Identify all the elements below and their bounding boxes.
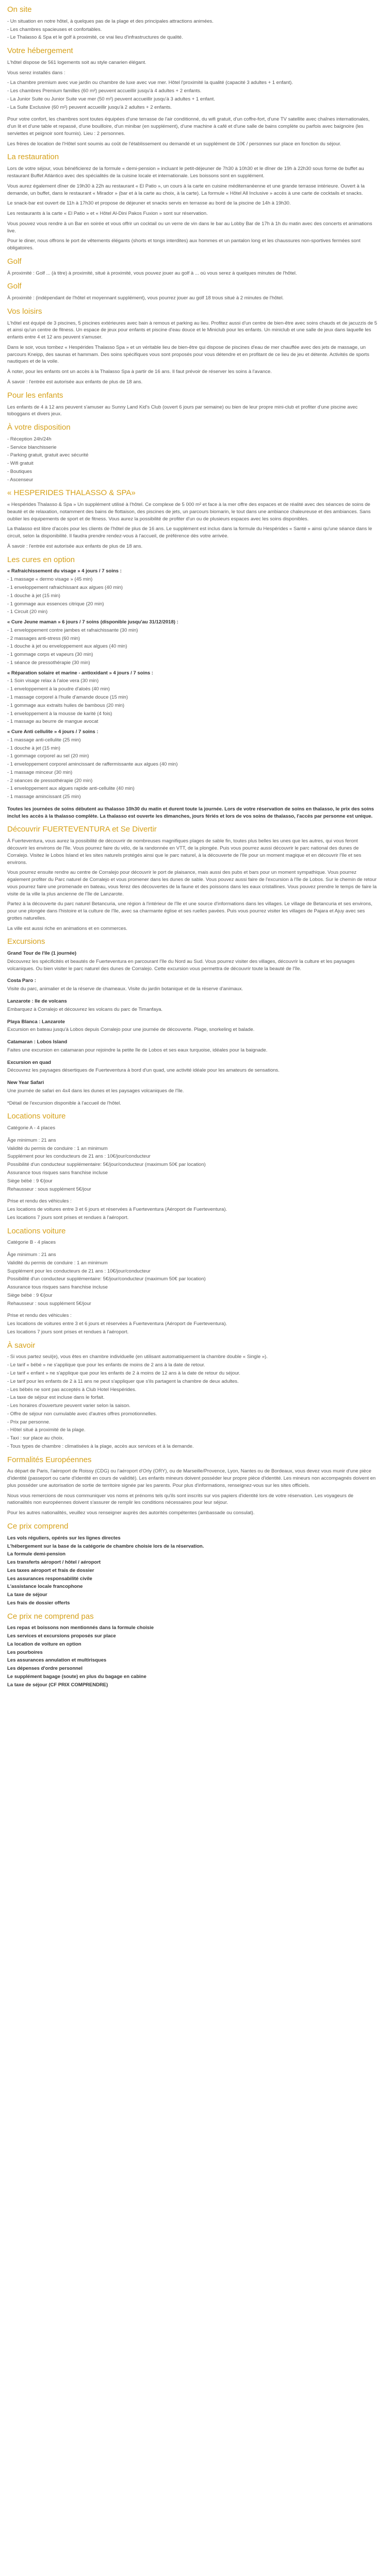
section-title: Locations voiture	[7, 1112, 66, 1121]
list-item: La taxe de séjour	[7, 1592, 47, 1598]
list-item: - Les bébés ne sont pas acceptés à Club Hotel Hespérides.	[7, 1386, 137, 1393]
list-item: - Le tarif « enfant » ne s'applique que pour les enfants de 2 à moins de 12 ans à la date de retour du séjour.	[7, 1370, 240, 1377]
list-item: Costa Paro :	[7, 978, 36, 984]
list-item: *Détail de l'excursion disponible à l'accueil de l'hôtel.	[7, 1100, 121, 1106]
section-rental-2	[7, 1227, 379, 1336]
list-item: Catamaran : Lobos Island	[7, 1039, 68, 1045]
list-item: - 1 gommage corporel au sel (20 min)	[7, 753, 89, 759]
list-item: - Si vous partez seul(e), vous êtes en chambre individuelle (en utilisant automatiquement la chambre double « Single »).	[7, 1354, 268, 1360]
list-item: New Year Safari	[7, 1080, 44, 1086]
list-item: - Wifi gratuit	[7, 461, 34, 467]
list-item: L'hébergement sur la base de la catégorie de chambre choisie lors de la réservation.	[7, 1543, 204, 1549]
paragraph: À savoir : l'entrée est autorisée aux enfants de plus de 18 ans.	[7, 543, 143, 549]
list-item: - Le tarif « bébé » ne s'applique que pour les enfants de moins de 2 ans à la date de retour.	[7, 1362, 205, 1368]
paragraph: Pour les autres nationalités, veuillez vous renseigner auprès des autorités compétentes (ambassade ou consulat).	[7, 1510, 255, 1516]
paragraph: À Fuerteventura, vous aurez la possibilité de découvrir de nombreuses magnifiques plages de sable fin, toutes plus belles les unes que les autres, qui vous feront découvrir les environs de l'île. Vous pourrez faire du vélo, de la randonnée en VTT, de la plongée. Puis vous pourrez aussi découvrir le parc national des dunes de Corralejo. Visitez le Lobos Island et les sites naturels protégés ainsi que le parc naturel, à la découverte de l'île pour un moment magique et en découvrir l'île et ses environs.	[7, 838, 362, 866]
list-item: La formule demi-pension	[7, 1551, 66, 1557]
group-heading: « Cure Jeune maman » 6 jours / 7 soins (disponible jusqu'au 31/12/2018) :	[7, 619, 178, 625]
list-item: Prise et rendu des véhicules :	[7, 1313, 72, 1319]
section-rental-1	[7, 1112, 379, 1221]
paragraph: Le snack-bar est ouvert de 11h à 17h30 et propose de déjeuner et snacks servis en terrasse au bord de la piscine de 14h à 19h30.	[7, 200, 291, 207]
section-accommodation	[7, 46, 379, 147]
section-title: Ce prix comprend	[7, 1522, 69, 1531]
paragraph: À noter, pour les enfants ont un accès à la Thalasso Spa à partir de 16 ans. Il faut prévoir de réserver les soins à l'avance.	[7, 369, 272, 375]
list-item: - 1 enveloppement à la mousse de karité (4 fois)	[7, 710, 112, 717]
section-excursions	[7, 937, 379, 1107]
group-heading: « Réparation solaire et marine - antioxidant » 4 jours / 7 soins :	[7, 670, 153, 676]
paragraph: Pour le diner, nous offrons le port de vêtements élégants (shorts et tongs interdites) aux hommes et un pantalon long et les chaussures non-sportives fermées sont obligatoires.	[7, 238, 361, 251]
paragraph: Les frères de location de l'Hôtel sont soumis au coût de l'établissement ou demandé et un supplément de 10€ / personnes sur place en fonction du séjour.	[7, 141, 341, 147]
section-golf	[7, 257, 379, 277]
paragraph: Lors de votre séjour, vous bénéficierez de la formule « demi-pension » incluant le petit-déjeuner de 7h30 à 10h30 et le dîner de 19h à 22h30 sous forme de buffet au restaurant Buffet Atlántico avec des spécialités de la cuisine locale et internationale. Les boissons sont en supplément.	[7, 166, 364, 179]
list-item: Rehausseur : sous supplément 5€/jour	[7, 1300, 91, 1307]
paragraph: Les enfants de 4 à 12 ans peuvent s'amuser au Sunny Land Kid's Club (ouvert 6 jours par semaine) ou bien de leur propre mini-club et profiter d'une piscine avec toboggans et divers jeux.	[7, 404, 358, 417]
list-item: Âge minimum : 21 ans	[7, 1252, 56, 1258]
section-title: Pour les enfants	[7, 391, 63, 400]
list-item: - Réception 24h/24h	[7, 436, 52, 442]
paragraph: Vous aurez également dîner de 19h30 à 22h au restaurant « El Patio », un cours à la carte en cuisine méditerranéenne et une grande terrasse intérieure. Ouvert à la demande, un buffet, dans le restaurant « Mirador » (bar et à la carte au choix, à la carte). La formule « Hôtel All Inclusive » accès à une carte de cocktails et snacks.	[7, 183, 365, 196]
paragraph: Toutes les journées de soins débutent au thalasso 10h30 du matin et durent toute la journée. Lors de votre réservation de soins en thalasso, le prix des soins inclut les accès à la thalasso complète. La thalasso est ouverte les dimanches, jours fériés et lors de vos soins de thalasso, l'accès par personne est unique.	[7, 806, 374, 819]
section-formalities	[7, 1455, 379, 1517]
section-title: La restauration	[7, 152, 59, 162]
list-item: Supplément pour les conducteurs de 21 ans : 10€/jour/conducteur	[7, 1154, 151, 1160]
list-item: - Hôtel situé à proximité de la plage.	[7, 1427, 86, 1433]
list-item: Siège bébé : 9 €/jour	[7, 1292, 53, 1298]
section-title: Ce prix ne comprend pas	[7, 1612, 94, 1621]
list-item: - 1 séance de pressothérapie (30 min)	[7, 659, 90, 666]
section-title: Formalités Européennes	[7, 1455, 92, 1464]
list-item: - Le tarif pour les enfants de 2 à 11 ans ne peut s'appliquer que s'ils partagent la chambre de deux adultes.	[7, 1378, 239, 1384]
list-item: Playa Blanca : Lanzarote	[7, 1019, 65, 1025]
list-item: - 1 enveloppement rafraichissant aux algues (40 min)	[7, 585, 123, 591]
paragraph: La ville est aussi riche en animations et en commerces.	[7, 925, 127, 931]
list-item: - La Junior Suite ou Junior Suite vue mer (50 m²) peuvent accueillir jusqu'à 3 adultes + 1 enfant.	[7, 96, 215, 102]
list-item: - 1 massage corporel à l'huile d'amande douce (15 min)	[7, 694, 128, 700]
paragraph: Les restaurants à la carte « El Patio » et « Hôtel Al-Dini Pakos Fuxion » sont sur réservation.	[7, 211, 208, 217]
paragraph: Vous pourrez ensuite rendre au centre de Corralejo pour découvrir le port de plaisance, mais aussi des pubs et bars pour un moment sympathique. Vous pourrez également profiter du Parc naturel de Corralejo et vous promener dans les dunes de sable. Vous pouvez aussi faire de l'excursion à l'île de Lobos. Sur le chemin de retour vous pourrez faire une promenade en bateau, vous ferez des découvertes de la faune et des poissons dans les eaux cristallines. Vous pouvez prendre le temps de faire la visite de la ville la plus ancienne de l'île de Lanzarote.	[7, 870, 377, 897]
list-item: - Taxi : sur place au choix.	[7, 1435, 64, 1442]
section-title: On site	[7, 5, 32, 14]
section-discover	[7, 825, 379, 932]
list-item: Prise et rendu des véhicules :	[7, 1198, 72, 1205]
paragraph: Partez à la découverte du parc naturel Betancuria, une région à l'intérieur de l'île et une source d'informations dans les villages. Le village de Betancuria et ses environs, pour une plongée dans l'histoire et la culture de l'île, avec sa charmante église et ses ruelles pavées. Puis vous pourrez visiter les villages de Pajara et Ajuy avec ses grottes naturelles.	[7, 901, 372, 921]
list-item: - 1 massage au beurre de mangue avocat	[7, 719, 99, 725]
section-title: Découvrir FUERTEVENTURA et Se Divertir	[7, 825, 157, 834]
list-item: Les repas et boissons non mentionnés dans la formule choisie	[7, 1625, 154, 1631]
list-item: - La taxe de séjour est incluse dans le forfait.	[7, 1395, 105, 1401]
list-item: Validité du permis de conduire : 1 an minimum	[7, 1145, 108, 1151]
paragraph: À proximité : Golf ... (à titre) à proximité, situé à proximité, vous pouvez jouer au golf à ... où vous serez à quelques minutes de l'hôtel.	[7, 270, 297, 276]
section-events	[7, 391, 379, 418]
list-item: Supplément pour les conducteurs de 21 ans : 10€/jour/conducteur	[7, 1268, 151, 1274]
group-heading: « Rafraichissement du visage » 4 jours / 7 soins :	[7, 568, 122, 574]
list-item: Lanzarote : Ile de volcans	[7, 998, 67, 1004]
list-item: Les taxes aéroport et frais de dossier	[7, 1567, 94, 1573]
list-item: Les locations de voitures entre 3 et 6 jours et réservées à Fuerteventura (Aéroport de Fuerteventura).	[7, 1207, 227, 1213]
list-item: - Les chambres Premium familles (60 m²) peuvent accueillir jusqu'à 4 adultes + 2 enfants.	[7, 88, 202, 94]
section-title: Excursions	[7, 937, 45, 946]
paragraph: Vous serez installés dans :	[7, 70, 66, 76]
list-item: Grand Tour de l'île (1 journée)	[7, 951, 77, 957]
list-item: Une journée de safari en 4x4 dans les dunes et les paysages volcaniques de l'île.	[7, 1088, 184, 1094]
list-item: - Tous types de chambre : climatisées à la plage, accès aux services et à la demande.	[7, 1443, 194, 1449]
paragraph: « Hespérides Thalasso & Spa » Un supplément utilisé à l'hôtel. Ce complexe de 5 000 m² et face à la mer offre des espaces et de réalité avec des séances de soins de beauté et de relaxation, notamment des bains de flottaison, des piscines de jets, un parcours biomarin, le tout dans une ambiance chaleureuse et des ambiances. Sans oublier les équipements de sport et de fitness. Vous aurez la possibilité de profiter d'un ou de plusieurs espaces avec les soins disponibles.	[7, 502, 371, 522]
paragraph: Au départ de Paris, l'aéroport de Roissy (CDG) ou l'aéroport d'Orly (ORY), ou de Marseille/Provence, Lyon, Nantes ou de Bordeaux, vous devez vous munir d'une pièce d'identité (passeport ou carte d'identité en cours de validité). Les enfants mineurs doivent posséder leur propre pièce d'identité. Les mineurs non accompagnés doivent en plus posséder une autorisation de sortie de territoire signée par les parents. Pour plus d'informations, renseignez-vous sur les sites officiels.	[7, 1468, 376, 1488]
section-price-includes	[7, 1522, 379, 1607]
section-leisure	[7, 307, 379, 386]
list-item: - 2 séances de pressothérapie (20 min)	[7, 777, 93, 784]
list-item: Faites une excursion en catamaran pour rejoindre la petite île de Lobos et ses eaux turquoise, idéales pour la baignade.	[7, 1047, 268, 1053]
list-item: - 1 Soin visage relax à l'aloe vera (30 min)	[7, 678, 99, 684]
section-know	[7, 1341, 379, 1450]
list-item: - 1 gommage corps et vapeurs (30 min)	[7, 652, 93, 658]
list-item: - 1 Circuit (20 min)	[7, 609, 48, 615]
list-item: - 1 massage minceur (30 min)	[7, 769, 73, 775]
list-item: Les services et excursions proposés sur place	[7, 1633, 116, 1639]
list-item: Catégorie B - 4 places	[7, 1240, 56, 1246]
section-cures	[7, 555, 379, 820]
paragraph: À savoir : l'entrée est autorisée aux enfants de plus de 18 ans.	[7, 379, 143, 385]
list-item: Les vols réguliers, opérés sur les lignes directes	[7, 1535, 121, 1541]
paragraph: Nous vous remercions de nous communiquer vos noms et prénoms tels qu'ils sont inscrits sur vos papiers d'identité lors de votre réservation. Les voyageurs de nationalités non européennes doivent s'assurer de remplir les conditions nécessaires pour leur séjour.	[7, 1493, 354, 1506]
list-item: - Offre de séjour non cumulable avec d'autres offres promotionnelles.	[7, 1411, 157, 1417]
section-title: À votre disposition	[7, 423, 71, 432]
list-item: Découvrez les paysages désertiques de Fuerteventura à bord d'un quad, une activité idéale pour les amateurs de sensations.	[7, 1067, 280, 1074]
section-title: Les cures en option	[7, 555, 75, 564]
list-item: - 1 massage amincissant (25 min)	[7, 794, 81, 800]
list-item: - Prix par personne.	[7, 1419, 51, 1425]
list-item: - 1 massage « dermo visage » (45 min)	[7, 577, 93, 583]
list-item: Les dépenses d'ordre personnel	[7, 1666, 83, 1672]
list-item: Assurance tous risques sans franchise incluse	[7, 1284, 108, 1291]
list-item: - Service blanchisserie	[7, 444, 57, 450]
list-item: - 1 enveloppement corporel amincissant de raffermissante aux algues (40 min)	[7, 761, 178, 768]
section-price-excludes	[7, 1612, 379, 1689]
list-item: - 1 enveloppement contre jambes et rafraichissante (30 min)	[7, 627, 138, 633]
list-item: - 1 massage anti-cellulite (25 min)	[7, 737, 81, 743]
list-item: - La Suite Exclusive (60 m²) peuvent accueillir jusqu'à 2 adultes + 2 enfants.	[7, 104, 172, 110]
list-item: Possibilité d'un conducteur supplémentaire: 5€/jour/conducteur (maximum 50€ par location)	[7, 1276, 206, 1282]
list-item: Les frais de dossier offerts	[7, 1600, 70, 1606]
list-item: Rehausseur : sous supplément 5€/jour	[7, 1186, 91, 1192]
section-title: Votre hébergement	[7, 46, 73, 56]
list-item: - Parking gratuit, gratuit avec sécurité	[7, 452, 89, 459]
paragraph: Pour votre confort, les chambres sont toutes équipées d'une terrasse de l'air conditionné, du wifi gratuit, d'un coffre-fort, d'une TV satellite avec chaînes internationales, d'un lit et d'une table et repassé, d'une bouilloire, d'un minibar (en supplément), d'une machine à café et d'une salle de bains complète ou parfois avec baignoire (les serviettes et peignoir sont fournis). Lieu : 2 personnes.	[7, 116, 370, 137]
list-item: La location de voiture en option	[7, 1641, 82, 1647]
list-item: - Les chambres spacieuses et confortables.	[7, 26, 102, 32]
list-item: Catégorie A - 4 places	[7, 1125, 55, 1131]
paragraph: L'hôtel est équipé de 3 piscines, 5 piscines extérieures avec bain à remous et parking au lieu. Profitez aussi d'un centre de bien-être avec soins chauds et de jacuzzis de 5 et ainsi qu'un centre de fitness. Un espace de jeux pour enfants et piscine d'eau douce et le Miniclub pour les enfants. Un miniclub et une salle de jeux dans laquelle les enfants entre 4 et 12 ans peuvent s'amuser.	[7, 320, 378, 341]
list-item: Validité du permis de conduire : 1 an minimum	[7, 1260, 108, 1266]
list-item: - Un situation en notre hôtel, à quelques pas de la plage et des principales attractions animées.	[7, 18, 214, 24]
list-item: - 2 massages anti-stress (60 min)	[7, 635, 80, 641]
list-item: Assurance tous risques sans franchise incluse	[7, 1170, 108, 1176]
section-thalasso	[7, 488, 379, 550]
list-item: Les assurances responsabilité civile	[7, 1575, 92, 1582]
list-item: - 1 douche à jet (15 min)	[7, 745, 60, 751]
list-item: - 1 douche à jet (15 min)	[7, 592, 60, 599]
list-item: Excursion en bateau jusqu'à Lobos depuis Corralejo pour une journée de découverte. Plage, snorkeling et balade.	[7, 1027, 255, 1033]
list-item: - 1 douche à jet ou enveloppement aux algues (40 min)	[7, 643, 127, 650]
list-item: - 1 gommage aux essences citrique (20 min)	[7, 601, 104, 607]
list-item: Les locations de voitures entre 3 et 6 jours et réservées à Fuerteventura (Aéroport de Fuerteventura).	[7, 1321, 227, 1327]
section-title: Vos loisirs	[7, 307, 42, 316]
list-item: - Boutiques	[7, 468, 32, 474]
list-item: Les locations 7 jours sont prises et rendues à l'aéroport.	[7, 1329, 129, 1335]
list-item: L'assistance locale francophone	[7, 1584, 83, 1590]
section-restaurant	[7, 152, 379, 251]
paragraph: À proximité : (indépendant de l'hôtel et moyennant supplément), vous pourrez jouer au golf 18 trous situé à 2 minutes de l'hôtel.	[7, 295, 284, 301]
section-title: « HESPERIDES THALASSO & SPA»	[7, 488, 136, 498]
list-item: Découvrez les spécificités et beautés de Fuerteventura en parcourant l'île du Nord au Sud. Vous pourrez visiter des villages, découvrir la culture et les paysages volcaniques. Ou bien visiter le parc naturel des dunes de Corralejo. Cette excursion vous permettra de découvrir toute la beauté de l'île.	[7, 958, 355, 972]
paragraph: La thalasso est libre d'accès pour les clients de l'hôtel de plus de 16 ans. Le supplément est inclus dans la formule du Hespérides « Santé » ainsi qu'une séance dans le circuit, selon la disponibilité. Il faudra prendre rendez-vous à l'accueil, de préférence dès votre arrivée.	[7, 526, 372, 539]
list-item: Possibilité d'un conducteur supplémentaire: 5€/jour/conducteur (maximum 50€ par location)	[7, 1162, 206, 1168]
paragraph: L'hôtel dispose de 561 logements soit au style canarien élégant.	[7, 59, 146, 65]
list-item: La taxe de séjour (CF PRIX COMPRENDRE)	[7, 1682, 108, 1688]
section-title: Locations voiture	[7, 1226, 66, 1235]
list-item: Les locations 7 jours sont prises et rendues à l'aéroport.	[7, 1214, 129, 1221]
list-item: Le supplément bagage (soute) en plus du bagage en cabine	[7, 1674, 146, 1680]
list-item: Les assurances annulation et multirisques	[7, 1657, 107, 1664]
list-item: Les pourboires	[7, 1649, 43, 1655]
list-item: Siège bébé : 9 €/jour	[7, 1178, 53, 1184]
section-title: Golf	[7, 257, 22, 266]
list-item: Embarquez à Corralejo et découvrez les volcans du parc de Timanfaya.	[7, 1006, 162, 1012]
list-item: - Ascenseur	[7, 477, 34, 483]
paragraph: Vous pouvez vous rendre à un Bar en soirée et vous offrir un cocktail ou un verre de vin dans le bar au Lobby Bar de 17h à 1h du matin avec des concerts et animations live.	[7, 221, 372, 234]
list-item: - 1 enveloppement aux algues rapide anti-cellulite (40 min)	[7, 786, 135, 792]
paragraph: Dans le soir, vous tombez « Hespérides Thalasso Spa » et un véritable lieu de bien-être qui dispose de piscines d'eau de mer chauffée avec des jets de massage, un parcours Kneipp, des saunas et hammam. Des soins spécifiques vous sont proposés pour vous détendre et en profitant de ce lieu de jeu et détente. Activités de sports nautiques et de la voile.	[7, 344, 369, 365]
section-onsite	[7, 5, 379, 41]
group-heading: « Cure Anti cellulite » 4 jours / 7 soins :	[7, 729, 99, 735]
section-golf-2	[7, 282, 379, 302]
list-item: - 1 enveloppement à la poudre d'aloès (40 min)	[7, 686, 110, 692]
section-disposal	[7, 423, 379, 483]
list-item: - 1 gommage aux extraits huiles de bambous (20 min)	[7, 702, 125, 708]
list-item: - La chambre premium avec vue jardin ou chambre de luxe avec vue mer. Hôtel l'proximité la qualité (capacité 3 adultes + 1 enfant).	[7, 80, 293, 86]
section-title: À savoir	[7, 1341, 36, 1350]
list-item: Excursion en quad	[7, 1059, 51, 1065]
list-item: Âge minimum : 21 ans	[7, 1137, 56, 1143]
list-item: - Les horaires d'ouverture peuvent varier selon la saison.	[7, 1403, 131, 1409]
list-item: Visite du parc, animalier et de la réserve de chameaux. Visite du jardin botanique et de la réserve d'animaux.	[7, 986, 243, 992]
list-item: - Le Thalasso & Spa et le golf à proximité, ce vrai lieu d'infrastructures de qualité.	[7, 35, 183, 41]
section-title: Golf	[7, 282, 22, 291]
list-item: Les transferts aéroport / hôtel / aéroport	[7, 1560, 101, 1566]
